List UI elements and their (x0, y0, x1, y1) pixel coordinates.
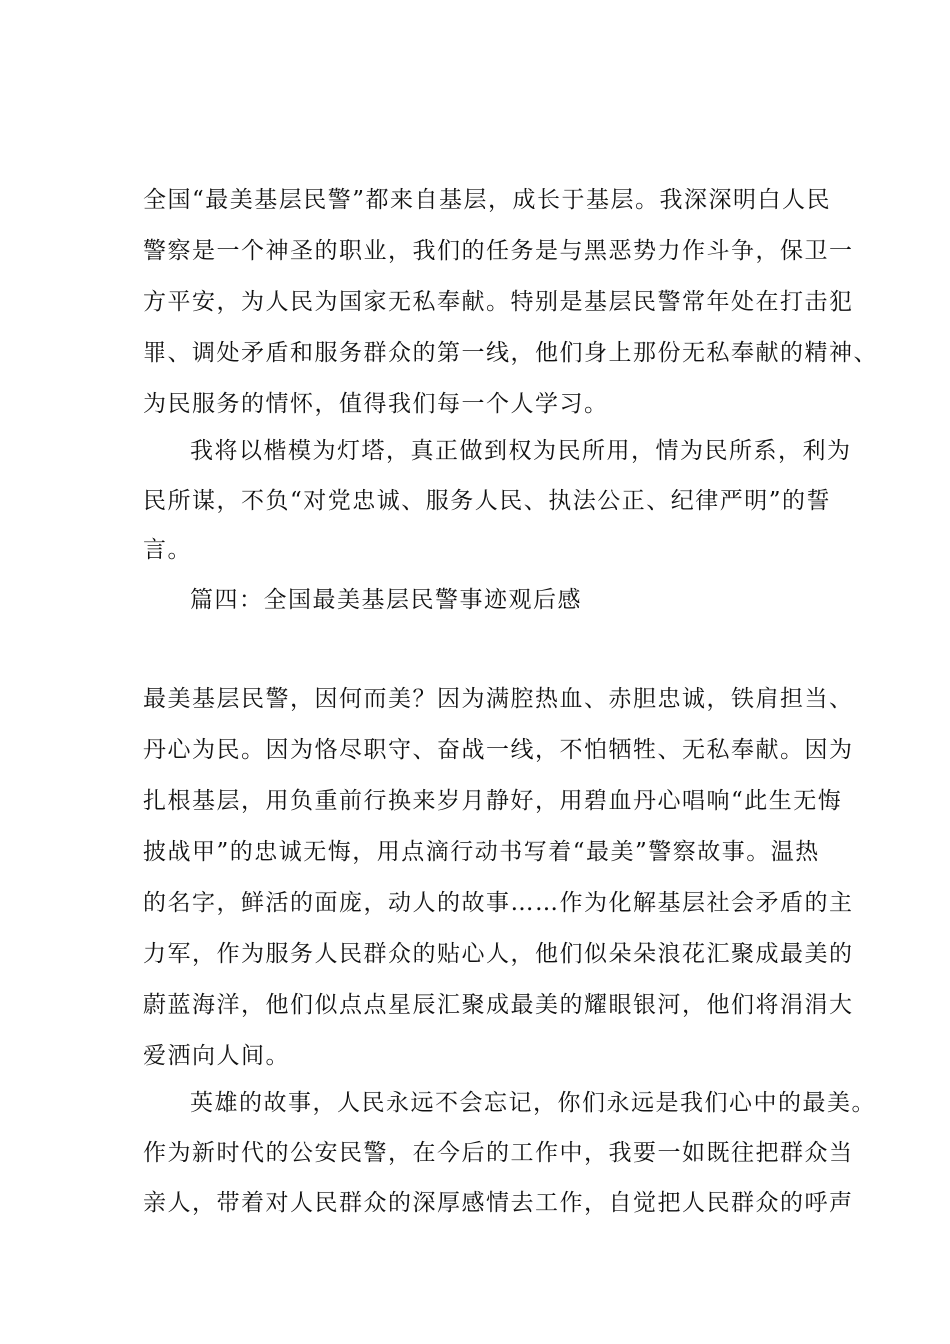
paragraph-line: 全国“最美基层民警”都来自基层，成长于基层。我深深明白人民 (143, 187, 832, 213)
section-heading: 篇四：全国最美基层民警事迹观后感 (190, 587, 582, 613)
paragraph-line: 方平安，为人民为国家无私奉献。特别是基层民警常年处在打击犯 (143, 289, 854, 315)
paragraph-line: 民所谋，不负“对党忠诚、服务人民、执法公正、纪律严明”的誓 (143, 488, 832, 514)
paragraph-line: 披战甲”的忠诚无悔，用点滴行动书写着“最美”警察故事。温热 (143, 839, 820, 865)
paragraph-line: 为民服务的情怀，值得我们每一个人学习。 (143, 391, 609, 417)
paragraph-line: 蔚蓝海洋，他们似点点星辰汇聚成最美的耀眼银河，他们将涓涓大 (143, 992, 854, 1018)
paragraph-line: 亲人，带着对人民群众的深厚感情去工作，自觉把人民群众的呼声 (143, 1190, 854, 1216)
paragraph-line: 作为新时代的公安民警，在今后的工作中，我要一如既往把群众当 (143, 1140, 854, 1166)
paragraph-line: 最美基层民警，因何而美？因为满腔热血、赤胆忠诚，铁肩担当、 (143, 686, 854, 712)
paragraph-line: 丹心为民。因为恪尽职守、奋战一线，不怕牺牲、无私奉献。因为 (143, 737, 854, 763)
paragraph-line: 言。 (143, 537, 192, 563)
paragraph-line: 我将以楷模为灯塔，真正做到权为民所用，情为民所系，利为 (190, 438, 852, 464)
paragraph-line: 扎根基层，用负重前行换来岁月静好，用碧血丹心唱响“此生无悔 (143, 788, 843, 814)
paragraph-line: 力军，作为服务人民群众的贴心人，他们似朵朵浪花汇聚成最美的 (143, 941, 854, 967)
paragraph-line: 爱洒向人间。 (143, 1043, 290, 1069)
paragraph-line: 警察是一个神圣的职业，我们的任务是与黑恶势力作斗争，保卫一 (143, 238, 854, 264)
paragraph-line: 英雄的故事，人民永远不会忘记，你们永远是我们心中的最美。 (190, 1090, 876, 1116)
paragraph-line: 的名字，鲜活的面庞，动人的故事……作为化解基层社会矛盾的主 (143, 890, 854, 916)
paragraph-line: 罪、调处矛盾和服务群众的第一线，他们身上那份无私奉献的精神、 (143, 340, 878, 366)
